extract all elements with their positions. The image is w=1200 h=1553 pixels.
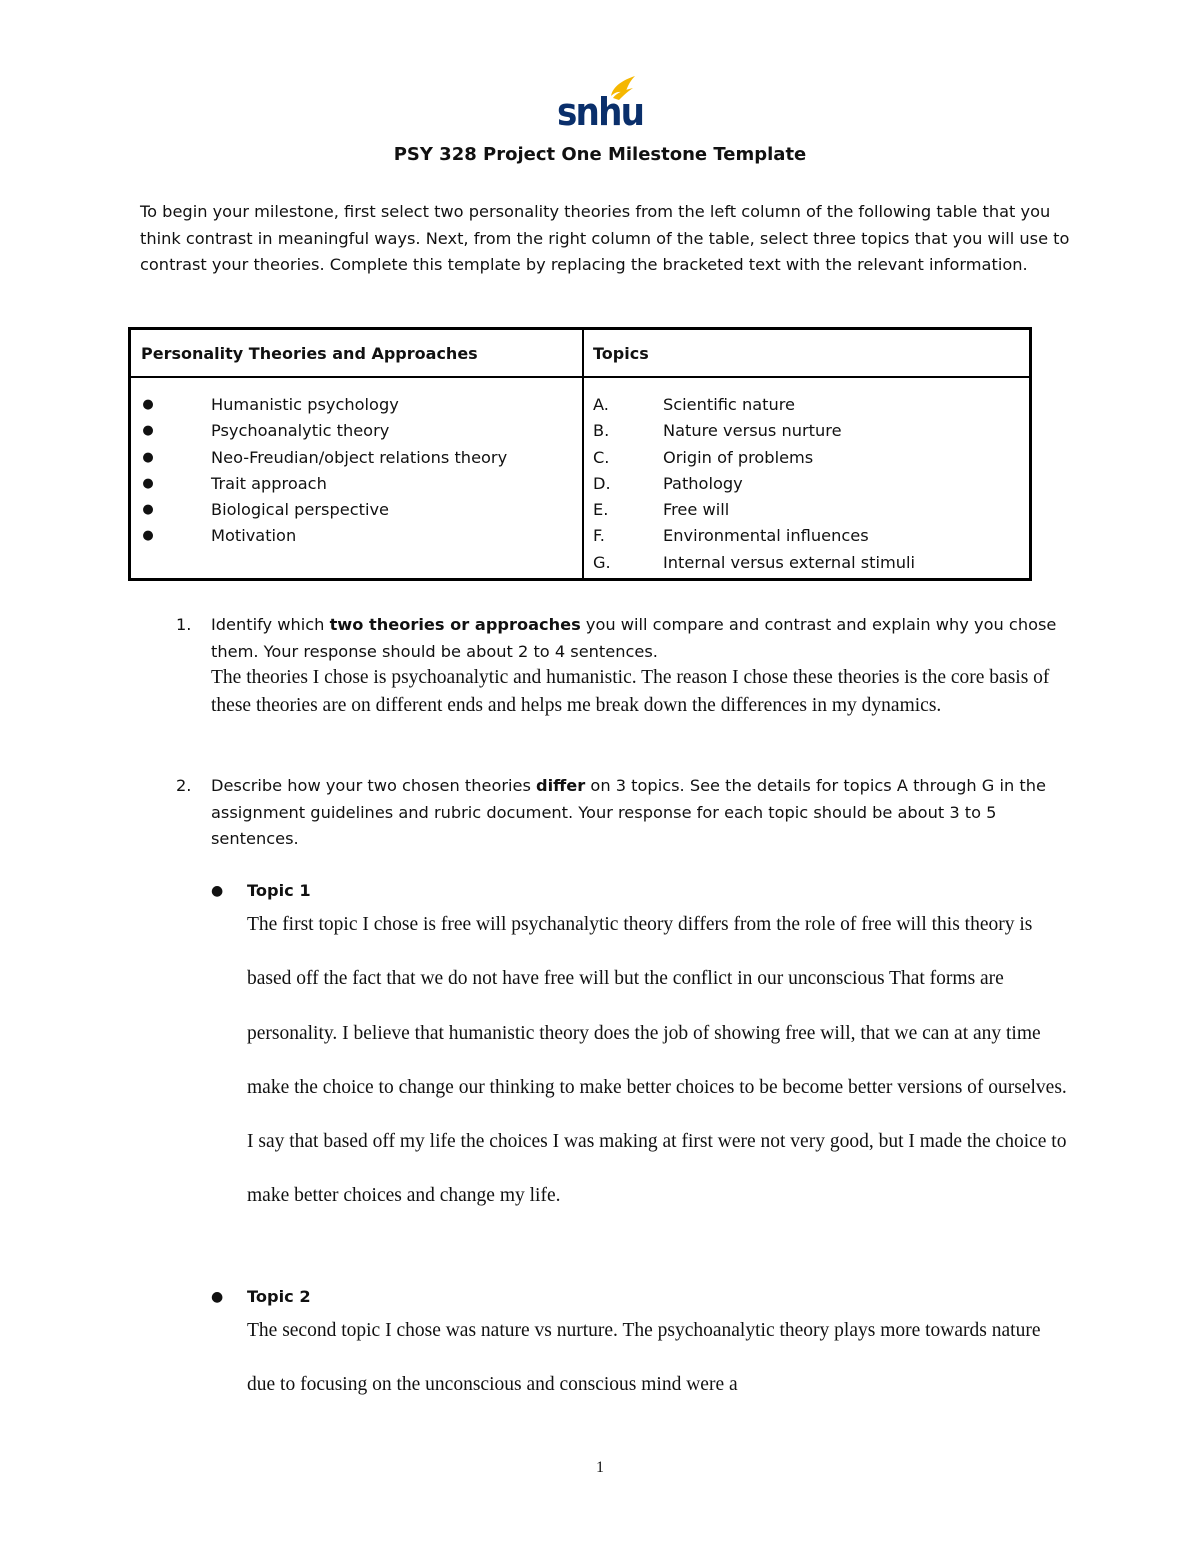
theories-topics-table: Personality Theories and Approaches Topics ● Humanistic psychology ● Psychoanalytic theory ● Neo-Freudian/object relations theory ● Trait approach ● Biological perspective ● Motivation A. Scientific nature B. Nature versus nurture C. Origin of problems D. Pathology E. Free will F. Environmental influences G. Internal versus external stimuli (128, 327, 1032, 581)
question-number: 2. (176, 776, 192, 795)
topic-text: The first topic I chose is free will psychanalytic theory differs from the role of free will this theory is based off the fact that we do not have free will but the conflict in our unconscious That forms are personality. I believe that humanistic theory does the job of showing free will, that we can at any time make the choice to change our thinking to make better choices to be become better versions of ourselves. I say that based off my life the choices I was making at first were not very good, but I made the choice to make better choices and change my life. (247, 914, 1067, 1207)
bullet-icon: ● (142, 475, 154, 491)
intro-paragraph: To begin your milestone, first select two personality theories from the left column of the following table that you think contrast in meaningful ways. Next, from the right column of the table, select three topics that you will use to contrast your theories. Complete this template by replacing the bracketed text with the relevant information. (140, 202, 1070, 274)
table-header-divider (131, 376, 1029, 378)
topic-label: Topic 2 (247, 1287, 311, 1306)
page-number: 1 (596, 1459, 604, 1476)
topic-text: The second topic I chose was nature vs nurture. The psychoanalytic theory plays more towards nature due to focusing on the unconscious and conscious mind were a (247, 1320, 1041, 1396)
logo-wordmark: snhu (557, 90, 644, 134)
snhu-logo (553, 74, 643, 134)
bullet-icon: ● (142, 502, 154, 518)
bullet-icon: ● (142, 423, 154, 439)
answer-1: The theories I chose is psychoanalytic and humanistic. The reason I chose these theories is the core basis of these theories are on different ends and helps me break down the differences in my dynamics. (211, 667, 1050, 716)
question-prompt: Describe how your two chosen theories differ on 3 topics. See the details for topics A through G in the assignment guidelines and rubric document. Your response for each topic should be about 3 to 5 sentences. (211, 776, 1046, 848)
question-number: 1. (176, 615, 192, 634)
bullet-icon: ● (142, 397, 154, 412)
topic-label: Topic 1 (247, 881, 311, 900)
bullet-icon: ● (142, 449, 154, 465)
bullet-icon: ● (211, 883, 224, 899)
question-prompt: Identify which two theories or approaches you will compare and contrast and explain why you chose them. Your response should be about 2 to 4 sentences. (211, 615, 1057, 661)
table-header-topics: Topics (593, 344, 649, 363)
table-column-divider (582, 330, 584, 578)
page-title: PSY 328 Project One Milestone Template (393, 144, 807, 165)
bullet-icon: ● (142, 528, 154, 544)
bullet-icon: ● (211, 1289, 224, 1305)
table-header-theories: Personality Theories and Approaches (141, 344, 478, 363)
